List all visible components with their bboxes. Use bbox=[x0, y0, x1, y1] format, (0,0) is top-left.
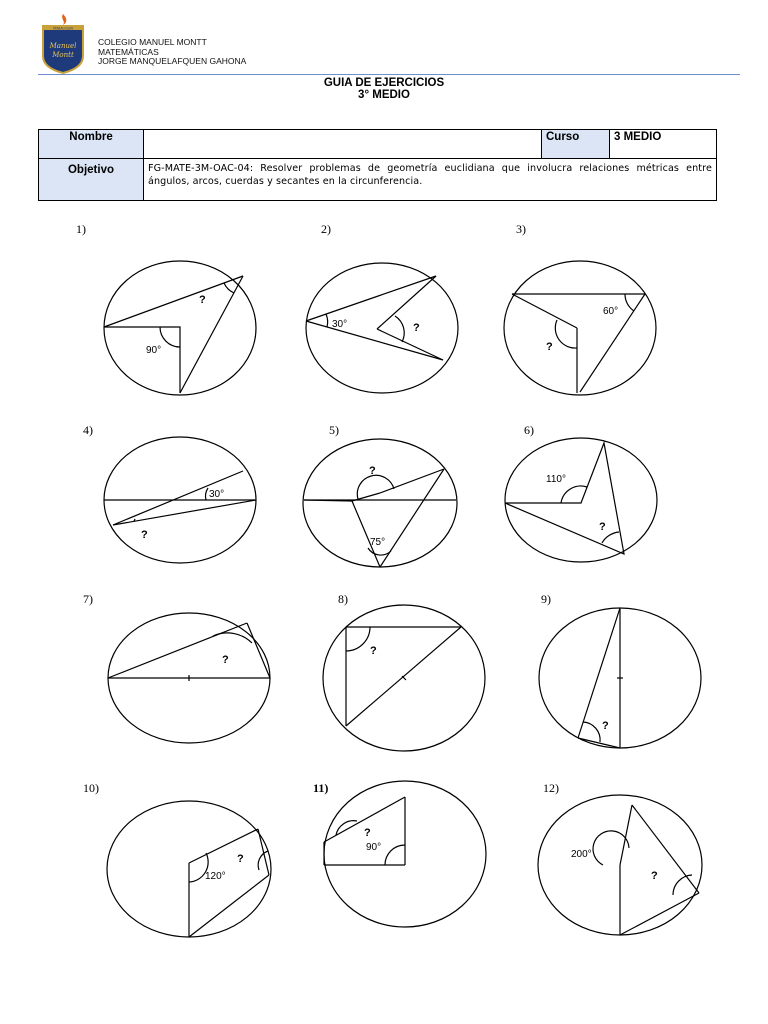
exercise-7-diagram bbox=[108, 613, 270, 743]
exercise-number: 9) bbox=[541, 592, 551, 606]
crest-text-manuel: Manuel bbox=[49, 42, 77, 50]
angle-label: ? bbox=[369, 465, 376, 477]
angle-label: 60° bbox=[603, 306, 619, 317]
angle-label: ? bbox=[599, 521, 606, 533]
angle-label: 110° bbox=[546, 474, 566, 485]
objetivo-text: FG-MATE-3M-OAC-04: Resolver problemas de geometría euclidiana que involucra relaciones métricas entre ángulos, arcos, cuerdas y secantes en la circunferencia. bbox=[144, 159, 717, 201]
crest-banner-text: PENIALOLEN bbox=[53, 26, 73, 31]
exercise-number: 7) bbox=[83, 592, 93, 606]
exercise-number: 3) bbox=[516, 222, 526, 236]
exercise-12-diagram bbox=[538, 795, 702, 935]
angle-label: ? bbox=[237, 853, 244, 865]
exercise-10-diagram bbox=[107, 801, 271, 937]
angle-label: ? bbox=[370, 645, 377, 657]
exercise-number: 8) bbox=[338, 592, 348, 606]
title-line-1: GUIA DE EJERCICIOS bbox=[323, 77, 445, 89]
angle-label: 90° bbox=[146, 345, 162, 356]
teacher-name: JORGE MANQUELAFQUEN GAHONA bbox=[98, 56, 247, 66]
curso-value: 3 MEDIO bbox=[610, 130, 717, 159]
subject-name: MATEMÁTICAS bbox=[98, 46, 159, 57]
exercise-8-diagram bbox=[323, 605, 485, 751]
angle-label: ? bbox=[141, 529, 148, 541]
angle-label: ? bbox=[222, 654, 229, 666]
exercise-number: 2) bbox=[321, 222, 331, 236]
school-name: COLEGIO MANUEL MONTT bbox=[98, 37, 207, 47]
exercise-6-diagram bbox=[505, 438, 657, 562]
exercise-number: 12) bbox=[543, 781, 559, 795]
exercise-number: 4) bbox=[83, 423, 93, 437]
exercise-number: 1) bbox=[76, 222, 86, 236]
angle-label: 30° bbox=[332, 319, 348, 330]
angle-label: 75° bbox=[370, 537, 386, 548]
exercise-4-diagram bbox=[104, 437, 256, 563]
exercise-number: 6) bbox=[524, 423, 534, 437]
title-line-2: 3° MEDIO bbox=[358, 89, 410, 101]
angle-label: ? bbox=[364, 827, 371, 839]
objetivo-label: Objetivo bbox=[39, 159, 144, 201]
angle-label: 90° bbox=[366, 842, 382, 853]
curso-label: Curso bbox=[542, 130, 610, 159]
exercise-11-diagram bbox=[324, 781, 486, 927]
angle-label: ? bbox=[546, 341, 553, 353]
crest-text-montt: Montt bbox=[52, 51, 74, 59]
angle-label: ? bbox=[413, 322, 420, 334]
angle-label: ? bbox=[199, 294, 206, 306]
angle-label: 120° bbox=[205, 871, 226, 882]
exercise-9-diagram bbox=[539, 608, 701, 748]
angle-label: ? bbox=[651, 870, 658, 882]
exercise-1-diagram bbox=[104, 261, 256, 395]
exercise-2-diagram bbox=[306, 263, 458, 393]
angle-label: 30° bbox=[209, 489, 225, 500]
exercise-number: 11) bbox=[313, 781, 329, 795]
nombre-label: Nombre bbox=[39, 130, 144, 159]
exercise-number: 10) bbox=[83, 781, 99, 795]
exercise-3-diagram bbox=[504, 261, 656, 395]
exercise-number: 5) bbox=[329, 423, 339, 437]
angle-label: 200° bbox=[571, 849, 592, 860]
angle-label: ? bbox=[602, 720, 609, 732]
